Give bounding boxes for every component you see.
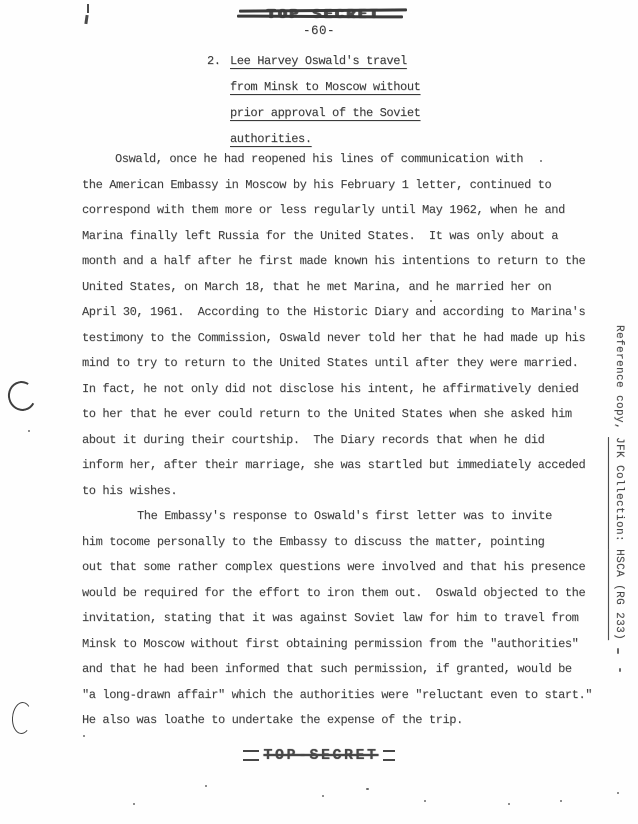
pen-mark-paren	[11, 701, 33, 734]
strikethrough-line	[237, 15, 403, 19]
scan-speck	[560, 800, 562, 802]
text-line: to her that he ever could return to the United States when she asked him	[82, 407, 572, 421]
text-line: Marina finally left Russia for the United States. It was only about a	[82, 228, 559, 243]
text-line: to his wishes.	[82, 483, 178, 498]
bottom-secret-stamp-text: TOP-SECRET	[263, 747, 379, 764]
scan-speck	[617, 792, 619, 794]
text-line: inform her, after their marriage, she was startled but immediately acceded	[82, 458, 586, 472]
scan-speck	[619, 668, 621, 672]
pen-tick-mark	[87, 4, 89, 13]
pen-mark-c	[5, 378, 40, 414]
pen-tick-mark	[84, 15, 88, 24]
text-line: the American Embassy in Moscow by his February 1 letter, continued to	[82, 177, 552, 192]
scan-speck	[540, 160, 542, 162]
text-line: about it during their courtship. The Diary records that when he did	[82, 432, 545, 447]
margin-annotation	[601, 297, 637, 640]
text-line: testimony to the Commission, Oswald never told her that he had made up his	[82, 330, 586, 345]
text-line: He also was loathe to undertake the expense of the trip.	[82, 713, 463, 727]
heading-line	[207, 100, 420, 126]
heading-number: 2.	[207, 54, 221, 68]
text-line: invitation, stating that it was against Soviet law for him to travel from	[82, 611, 579, 625]
scan-speck	[205, 785, 207, 787]
heading-line	[207, 74, 420, 100]
scan-speck	[366, 788, 369, 790]
text-line: would be required for the effort to iron them out. Oswald objected to the	[82, 585, 586, 600]
heading-text: authorities.	[230, 132, 312, 146]
scan-speck	[28, 430, 30, 432]
body-text	[82, 147, 592, 734]
heading-text: from Minsk to Moscow without	[230, 80, 421, 94]
text-line: "a long-drawn affair" which the authorities were "reluctant even to start."	[82, 687, 593, 702]
text-line: out that some rather complex questions were involved and that his presence	[82, 560, 586, 574]
annotation-hsca-rg: HSCA (RG 233)	[613, 549, 625, 641]
heading-line	[207, 48, 420, 74]
scan-speck	[322, 795, 324, 797]
bottom-secret-stamp	[0, 747, 638, 766]
top-secret-stamp	[249, 5, 399, 23]
scan-speck	[508, 803, 510, 805]
scan-speck	[133, 803, 135, 805]
strike-dash-right	[383, 750, 395, 761]
scan-speck	[83, 735, 85, 737]
strikethrough-line	[239, 8, 407, 12]
scan-speck	[430, 300, 432, 302]
text-line: Oswald, once he had reopened his lines of communication with	[115, 152, 524, 166]
text-line: The Embassy's response to Oswald's first letter was to invite	[137, 509, 552, 523]
text-line: mind to try to return to the United States until after they were married.	[82, 356, 579, 370]
text-line: him tocome personally to the Embassy to discuss the matter, pointing	[82, 534, 545, 549]
strike-dash-left	[243, 750, 259, 761]
text-line: In fact, he not only did not disclose his intent, he affirmatively denied	[82, 381, 579, 396]
text-line: and that he had been informed that such permission, if granted, would be	[82, 662, 572, 676]
heading-text: prior approval of the Soviet	[230, 106, 421, 120]
annotation-reference-copy: Reference copy,	[613, 325, 625, 438]
scan-speck	[424, 800, 426, 802]
heading-text: Lee Harvey Oswald's travel	[230, 54, 407, 68]
text-line: month and a half after he first made known his intentions to return to the	[82, 254, 586, 268]
text-line: correspond with them more or less regularly until May 1962, when he and	[82, 203, 565, 217]
text-line: April 30, 1961. According to the Historic Diary and according to Marina's	[82, 305, 586, 319]
annotation-jfk-collection: JFK Collection:	[613, 437, 625, 550]
section-heading	[207, 48, 420, 152]
scan-speck	[617, 648, 619, 654]
text-line: Minsk to Moscow without first obtaining permission from the "authorities"	[82, 636, 579, 651]
page-number: -60-	[302, 24, 335, 38]
text-line: United States, on March 18, that he met Marina, and he married her on	[82, 279, 552, 294]
